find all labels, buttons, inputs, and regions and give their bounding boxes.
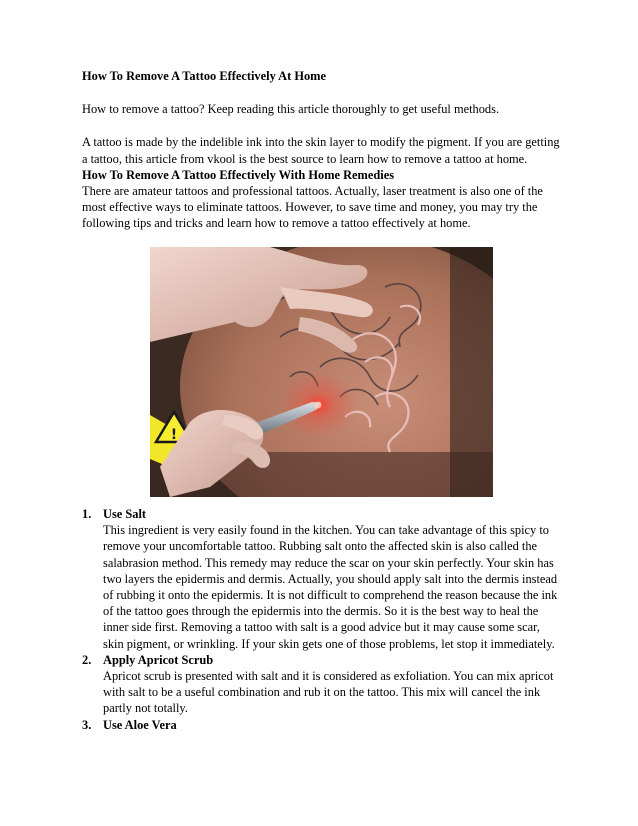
paragraph-2: There are amateur tattoos and professional tattoos. Actually, laser treatment is also one of the most effective ways to eliminate tattoos. However, to save time and money, you may try the following tips and tricks and learn how to remove a tattoo effectively at home. (82, 184, 543, 231)
list-item (82, 717, 560, 733)
tattoo-laser-photo (150, 247, 493, 497)
list-number: 3. (82, 717, 92, 732)
intro-paragraph: How to remove a tattoo? Keep reading this article thoroughly to get useful methods. (82, 102, 500, 117)
article-body (82, 68, 560, 232)
list-item-body: This ingredient is very easily found in the kitchen. You can take advantage of this spicy to remove your uncomfortable tattoo. Rubbing salt onto the affected skin is also called the salabrasion method. This remedy may reduce the scar on your skin perfectly. Your skin has two layers the epidermis and dermis. Actually, you should apply salt into the dermis instead of rubbing it onto the epidermis. It is not difficult to comprehend the reason because the ink of the tattoo goes through the epidermis into the dermis. So it is the best way to heal the inner side first. Removing a tattoo with salt is a good advice but it may cause some scar, skin pigment, or wrinkling. If your skin gets one of those problems, let stop it immediately. (103, 523, 558, 651)
list-number: 2. (82, 652, 92, 667)
list-item (82, 506, 560, 652)
remedy-list (82, 506, 560, 733)
paragraph-1: A tattoo is made by the indelible ink into the skin layer to modify the pigment. If you are getting a tattoo, this article from vkool is the best source to learn how to remove a tattoo at home. (82, 135, 560, 166)
svg-text:!: ! (170, 427, 178, 443)
photo-illustration (150, 247, 493, 497)
spacer (82, 84, 560, 101)
list-item (82, 652, 560, 717)
list-item-body: Apricot scrub is presented with salt and it is considered as exfoliation. You can mix apricot with salt to be a useful combination and rub it on the tattoo. This mix will cancel the ink partly not totally. (103, 669, 554, 716)
spacer (82, 117, 560, 134)
list-item-title: Use Aloe Vera (103, 717, 177, 732)
list-item-title: Use Salt (103, 507, 147, 521)
article-title: How To Remove A Tattoo Effectively At Home (82, 69, 327, 83)
section-heading: How To Remove A Tattoo Effectively With Home Remedies (82, 167, 395, 182)
list-item-title: Apply Apricot Scrub (103, 652, 214, 667)
list-number: 1. (82, 507, 92, 521)
